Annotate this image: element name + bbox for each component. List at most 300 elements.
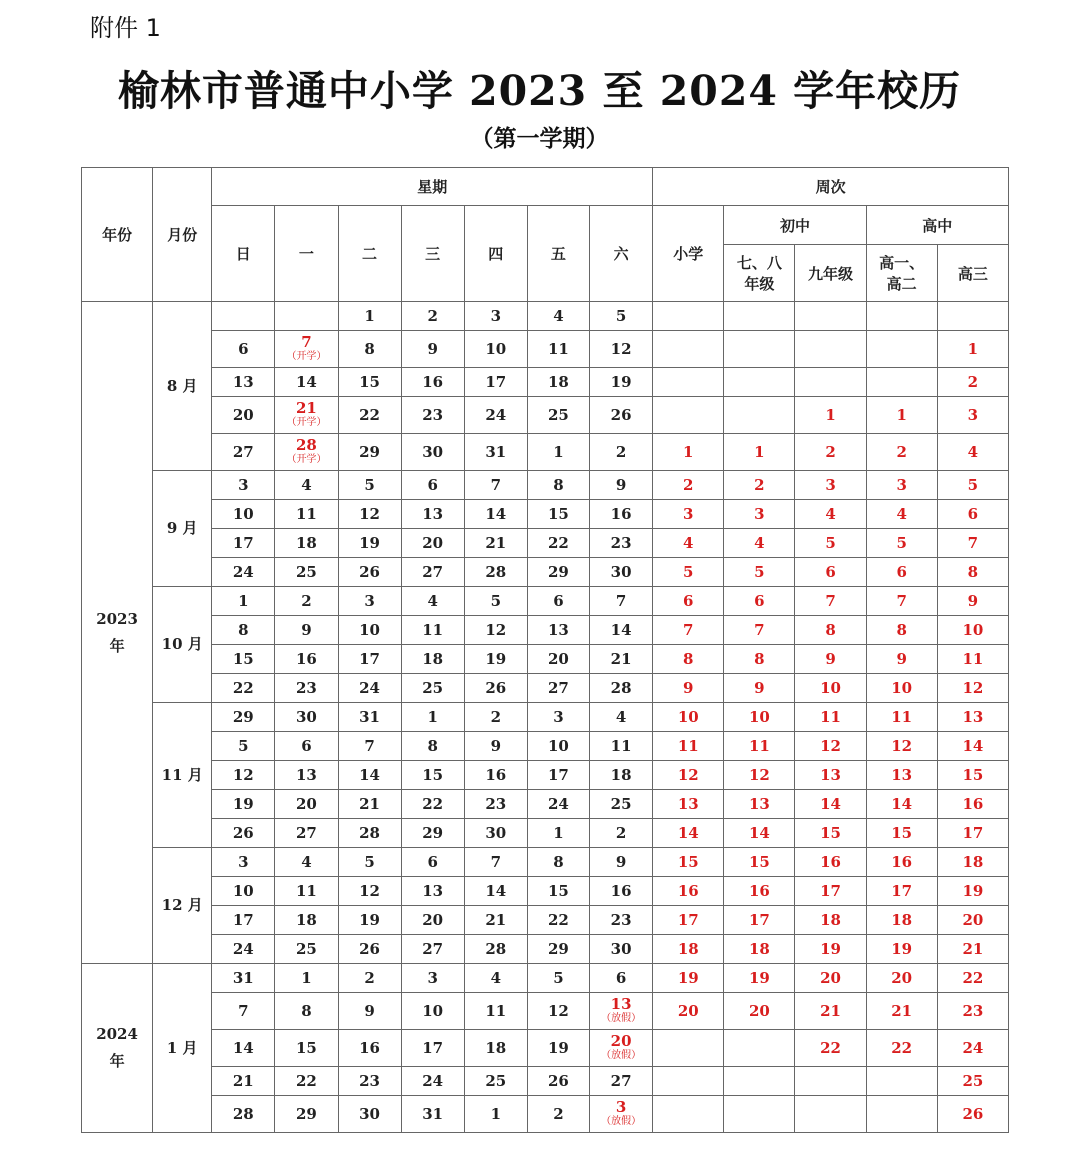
day-cell-wed: 11	[401, 616, 464, 645]
day-cell-wed: 13	[401, 877, 464, 906]
calendar-body	[82, 302, 1009, 1133]
day-cell-wed: 27	[401, 558, 464, 587]
day-cell-tue: 16	[338, 1030, 401, 1067]
day-cell-wed: 22	[401, 790, 464, 819]
week-cell-primary: 9	[653, 674, 724, 703]
day-number: 3	[615, 1098, 627, 1116]
day-cell-fri: 13	[527, 616, 589, 645]
day-cell-wed: 9	[401, 331, 464, 368]
day-cell-wed: 23	[401, 397, 464, 434]
week-cell-grade-12: 16	[937, 790, 1008, 819]
day-cell-sat: 30	[590, 935, 653, 964]
week-cell-grade-12: 9	[937, 587, 1008, 616]
table-row	[82, 732, 1009, 761]
junior-header: 初中	[724, 206, 866, 245]
week-cell-grade-9: 17	[795, 877, 866, 906]
day-cell-mon: 14	[275, 368, 338, 397]
day-cell-sun: 24	[212, 935, 275, 964]
day-cell-mon: 13	[275, 761, 338, 790]
month-header: 月份	[153, 168, 212, 302]
day-note: （放假）	[601, 1050, 642, 1061]
day-cell-wed: 8	[401, 732, 464, 761]
month-cell: 10 月	[153, 587, 212, 703]
week-cell-primary: 20	[653, 993, 724, 1030]
day-cell-fri: 1	[527, 434, 589, 471]
day-cell-thu: 21	[464, 906, 527, 935]
day-cell-tue: 7	[338, 732, 401, 761]
day-cell-fri: 22	[527, 529, 589, 558]
week-cell-grade-7-8: 14	[724, 819, 795, 848]
day-cell-mon: 18	[275, 529, 338, 558]
week-cell-grade-12: 19	[937, 877, 1008, 906]
day-cell-fri: 12	[527, 993, 589, 1030]
week-cell-grade-9: 8	[795, 616, 866, 645]
week-cell-grade-7-8: 16	[724, 877, 795, 906]
day-number: 7	[301, 333, 312, 351]
day-number: 13	[610, 995, 632, 1013]
table-row	[82, 877, 1009, 906]
week-cell-primary	[653, 331, 724, 368]
week-cell-primary: 2	[653, 471, 724, 500]
day-cell-mon: 2	[275, 587, 338, 616]
week-cell-grade-12: 12	[937, 674, 1008, 703]
day-cell-tue: 19	[338, 906, 401, 935]
week-cell-grade-12: 10	[937, 616, 1008, 645]
table-row	[82, 587, 1009, 616]
week-cell-grade-7-8: 17	[724, 906, 795, 935]
day-cell-sun: 27	[212, 434, 275, 471]
day-cell-wed: 29	[401, 819, 464, 848]
day-cell-thu: 14	[464, 877, 527, 906]
day-cell-sat: 4	[590, 703, 653, 732]
day-cell-sun: 20	[212, 397, 275, 434]
week-cell-primary: 12	[653, 761, 724, 790]
day-cell-sun: 12	[212, 761, 275, 790]
day-cell-fri: 26	[527, 1067, 589, 1096]
week-cell-grade-9: 14	[795, 790, 866, 819]
day-cell-tue: 2	[338, 964, 401, 993]
week-cell-primary	[653, 368, 724, 397]
week-cell-grade-10-11	[866, 1096, 937, 1133]
day-cell-sun: 31	[212, 964, 275, 993]
week-cell-grade-7-8	[724, 1067, 795, 1096]
week-cell-grade-9: 6	[795, 558, 866, 587]
day-cell-tue: 22	[338, 397, 401, 434]
day-cell-wed: 24	[401, 1067, 464, 1096]
day-cell-sat: 27	[590, 1067, 653, 1096]
week-cell-grade-10-11: 17	[866, 877, 937, 906]
week-cell-grade-7-8: 3	[724, 500, 795, 529]
day-note: （开学）	[286, 454, 327, 465]
day-cell-thu: 5	[464, 587, 527, 616]
day-cell-tue: 21	[338, 790, 401, 819]
week-cell-grade-9	[795, 331, 866, 368]
week-cell-grade-9: 20	[795, 964, 866, 993]
week-cell-grade-9	[795, 368, 866, 397]
day-cell-sat: 23	[590, 529, 653, 558]
day-cell-mon: 20	[275, 790, 338, 819]
day-cell-sun: 28	[212, 1096, 275, 1133]
week-cell-grade-12: 13	[937, 703, 1008, 732]
day-cell-thu: 1	[464, 1096, 527, 1133]
day-cell-sat: 30	[590, 558, 653, 587]
day-cell-fri: 15	[527, 500, 589, 529]
day-cell-sun	[212, 302, 275, 331]
day-cell-fri: 4	[527, 302, 589, 331]
week-cell-grade-10-11: 20	[866, 964, 937, 993]
day-cell-sat: 23	[590, 906, 653, 935]
table-row	[82, 819, 1009, 848]
year-cell: 2023 年	[82, 302, 153, 964]
weekday-header-thu: 四	[464, 206, 527, 302]
week-cell-grade-9: 15	[795, 819, 866, 848]
day-cell-fri: 19	[527, 1030, 589, 1067]
grade-9-header: 九年级	[795, 245, 866, 302]
day-cell-tue: 5	[338, 471, 401, 500]
table-row	[82, 848, 1009, 877]
day-cell-mon: 29	[275, 1096, 338, 1133]
day-note: （开学）	[286, 351, 327, 362]
week-cell-primary: 17	[653, 906, 724, 935]
day-cell-sun: 3	[212, 848, 275, 877]
week-cell-grade-12: 4	[937, 434, 1008, 471]
week-cell-primary: 14	[653, 819, 724, 848]
table-row	[82, 964, 1009, 993]
day-cell-sun: 15	[212, 645, 275, 674]
day-cell-tue: 14	[338, 761, 401, 790]
week-cell-grade-10-11	[866, 302, 937, 331]
day-cell-tue: 23	[338, 1067, 401, 1096]
week-cell-grade-10-11: 10	[866, 674, 937, 703]
day-cell-sun: 7	[212, 993, 275, 1030]
day-cell-tue: 1	[338, 302, 401, 331]
weekday-header-sun: 日	[212, 206, 275, 302]
week-cell-grade-10-11: 4	[866, 500, 937, 529]
week-cell-grade-7-8: 6	[724, 587, 795, 616]
week-cell-primary: 8	[653, 645, 724, 674]
week-cell-grade-7-8: 12	[724, 761, 795, 790]
week-cell-grade-9: 19	[795, 935, 866, 964]
week-cell-grade-7-8	[724, 368, 795, 397]
day-cell-sun: 24	[212, 558, 275, 587]
week-cell-grade-12: 20	[937, 906, 1008, 935]
day-cell-sat: 16	[590, 500, 653, 529]
day-cell-sun: 26	[212, 819, 275, 848]
day-note: （开学）	[286, 417, 327, 428]
week-cell-grade-9: 21	[795, 993, 866, 1030]
table-row	[82, 331, 1009, 368]
table-row	[82, 761, 1009, 790]
week-cell-grade-10-11: 6	[866, 558, 937, 587]
week-cell-primary: 3	[653, 500, 724, 529]
day-cell-tue: 9	[338, 993, 401, 1030]
day-cell-tue: 17	[338, 645, 401, 674]
page-title: 榆林市普通中小学 2023 至 2024 学年校历	[117, 67, 962, 115]
week-cell-grade-12: 7	[937, 529, 1008, 558]
school-calendar-table	[81, 167, 1009, 1133]
day-cell-wed: 16	[401, 368, 464, 397]
week-cell-grade-9: 11	[795, 703, 866, 732]
day-cell-sat: 26	[590, 397, 653, 434]
day-cell-thu: 11	[464, 993, 527, 1030]
day-cell-fri: 5	[527, 964, 589, 993]
day-cell-mon: 25	[275, 935, 338, 964]
day-cell-fri: 22	[527, 906, 589, 935]
day-cell-mon: 4	[275, 471, 338, 500]
day-cell-wed: 4	[401, 587, 464, 616]
day-cell-tue: 24	[338, 674, 401, 703]
week-cell-grade-12: 15	[937, 761, 1008, 790]
week-cell-grade-9	[795, 1067, 866, 1096]
week-cell-grade-10-11: 14	[866, 790, 937, 819]
week-cell-grade-12	[937, 302, 1008, 331]
day-cell-mon: 27	[275, 819, 338, 848]
day-cell-wed: 20	[401, 529, 464, 558]
day-cell-mon: 1	[275, 964, 338, 993]
day-cell-sat: 21	[590, 645, 653, 674]
day-cell-mon: 18	[275, 906, 338, 935]
day-number: 28	[296, 436, 317, 454]
day-number: 20	[610, 1032, 632, 1050]
day-cell-sat: 7	[590, 587, 653, 616]
day-cell-sat: 18	[590, 761, 653, 790]
day-cell-mon: 15	[275, 1030, 338, 1067]
week-cell-primary	[653, 1030, 724, 1067]
day-cell-sun: 22	[212, 674, 275, 703]
week-cell-grade-12: 21	[937, 935, 1008, 964]
table-row	[82, 790, 1009, 819]
table-row	[82, 645, 1009, 674]
day-cell-mon: 23	[275, 674, 338, 703]
week-cell-grade-10-11: 15	[866, 819, 937, 848]
month-cell: 8 月	[153, 302, 212, 471]
weekday-group-header: 星期	[212, 168, 653, 206]
table-row	[82, 1030, 1009, 1067]
week-cell-grade-12: 1	[937, 331, 1008, 368]
week-cell-grade-10-11: 22	[866, 1030, 937, 1067]
grade-12-header: 高三	[937, 245, 1008, 302]
week-cell-grade-10-11: 12	[866, 732, 937, 761]
day-cell-tue: 26	[338, 558, 401, 587]
table-row	[82, 368, 1009, 397]
week-cell-grade-12: 26	[937, 1096, 1008, 1133]
year-cell: 2024 年	[82, 964, 153, 1133]
day-cell-thu: 24	[464, 397, 527, 434]
year-header: 年份	[82, 168, 153, 302]
week-cell-grade-7-8: 1	[724, 434, 795, 471]
table-row	[82, 906, 1009, 935]
day-cell-sun: 8	[212, 616, 275, 645]
week-cell-primary: 1	[653, 434, 724, 471]
week-cell-grade-12: 17	[937, 819, 1008, 848]
week-cell-grade-12: 8	[937, 558, 1008, 587]
day-cell-wed: 30	[401, 434, 464, 471]
week-cell-grade-7-8: 9	[724, 674, 795, 703]
day-cell-sat: 28	[590, 674, 653, 703]
day-cell-sun: 21	[212, 1067, 275, 1096]
day-cell-sun: 1	[212, 587, 275, 616]
week-cell-grade-12: 25	[937, 1067, 1008, 1096]
day-cell-fri: 24	[527, 790, 589, 819]
week-cell-grade-10-11	[866, 368, 937, 397]
grade-10-11-header: 高一、 高二	[866, 245, 937, 302]
week-cell-grade-10-11: 21	[866, 993, 937, 1030]
day-cell-sun: 3	[212, 471, 275, 500]
day-cell-fri: 3	[527, 703, 589, 732]
day-cell-fri: 17	[527, 761, 589, 790]
table-row	[82, 1096, 1009, 1133]
week-cell-grade-9: 3	[795, 471, 866, 500]
day-cell-sat: 2	[590, 434, 653, 471]
day-cell-tue: 5	[338, 848, 401, 877]
day-cell-tue: 10	[338, 616, 401, 645]
primary-header: 小学	[653, 206, 724, 302]
day-cell-wed: 13	[401, 500, 464, 529]
day-cell-thu: 30	[464, 819, 527, 848]
day-cell-sat	[590, 993, 653, 1030]
week-cell-grade-9: 2	[795, 434, 866, 471]
week-cell-grade-9: 18	[795, 906, 866, 935]
week-cell-primary: 4	[653, 529, 724, 558]
day-cell-wed: 3	[401, 964, 464, 993]
day-cell-thu: 14	[464, 500, 527, 529]
week-cell-grade-12: 18	[937, 848, 1008, 877]
weekday-header-mon: 一	[275, 206, 338, 302]
month-cell: 9 月	[153, 471, 212, 587]
week-cell-primary	[653, 302, 724, 331]
day-cell-wed: 6	[401, 848, 464, 877]
day-cell-tue: 15	[338, 368, 401, 397]
day-cell-mon	[275, 302, 338, 331]
week-cell-grade-10-11: 11	[866, 703, 937, 732]
day-cell-sat: 19	[590, 368, 653, 397]
day-cell-sat	[590, 1030, 653, 1067]
day-cell-mon: 25	[275, 558, 338, 587]
weekday-header-sat: 六	[590, 206, 653, 302]
day-cell-wed: 2	[401, 302, 464, 331]
table-row	[82, 993, 1009, 1030]
week-cell-primary: 6	[653, 587, 724, 616]
table-row	[82, 558, 1009, 587]
day-cell-fri: 10	[527, 732, 589, 761]
day-cell-fri: 29	[527, 935, 589, 964]
week-cell-grade-9: 16	[795, 848, 866, 877]
week-cell-primary	[653, 397, 724, 434]
day-cell-thu: 7	[464, 471, 527, 500]
day-cell-thu: 16	[464, 761, 527, 790]
week-cell-grade-10-11	[866, 1067, 937, 1096]
day-cell-sun: 17	[212, 906, 275, 935]
day-cell-thu: 4	[464, 964, 527, 993]
day-cell-sat: 2	[590, 819, 653, 848]
table-row	[82, 674, 1009, 703]
day-cell-sun: 14	[212, 1030, 275, 1067]
week-cell-grade-9: 13	[795, 761, 866, 790]
week-cell-grade-7-8: 7	[724, 616, 795, 645]
day-cell-thu: 3	[464, 302, 527, 331]
day-cell-thu: 10	[464, 331, 527, 368]
table-row	[82, 529, 1009, 558]
day-cell-mon: 9	[275, 616, 338, 645]
day-cell-fri: 6	[527, 587, 589, 616]
day-cell-mon	[275, 397, 338, 434]
month-cell: 1 月	[153, 964, 212, 1133]
day-cell-mon: 4	[275, 848, 338, 877]
day-cell-thu: 7	[464, 848, 527, 877]
day-cell-tue: 19	[338, 529, 401, 558]
day-cell-mon: 11	[275, 877, 338, 906]
day-cell-tue: 26	[338, 935, 401, 964]
week-cell-grade-12: 14	[937, 732, 1008, 761]
week-cell-grade-10-11: 5	[866, 529, 937, 558]
day-cell-wed: 10	[401, 993, 464, 1030]
table-row	[82, 935, 1009, 964]
day-cell-fri: 25	[527, 397, 589, 434]
day-cell-mon: 8	[275, 993, 338, 1030]
day-cell-mon: 16	[275, 645, 338, 674]
week-cell-grade-12: 2	[937, 368, 1008, 397]
week-cell-grade-10-11: 19	[866, 935, 937, 964]
day-cell-sat: 16	[590, 877, 653, 906]
day-cell-sat	[590, 1096, 653, 1133]
week-cell-grade-7-8: 5	[724, 558, 795, 587]
day-cell-fri: 8	[527, 471, 589, 500]
day-cell-sat: 6	[590, 964, 653, 993]
day-cell-thu: 26	[464, 674, 527, 703]
day-cell-sun: 10	[212, 877, 275, 906]
week-cell-grade-12: 23	[937, 993, 1008, 1030]
week-cell-grade-7-8: 13	[724, 790, 795, 819]
day-cell-tue: 12	[338, 500, 401, 529]
week-cell-primary	[653, 1096, 724, 1133]
day-cell-sun: 13	[212, 368, 275, 397]
day-cell-fri: 27	[527, 674, 589, 703]
senior-header: 高中	[866, 206, 1008, 245]
day-cell-mon: 22	[275, 1067, 338, 1096]
week-cell-primary: 19	[653, 964, 724, 993]
week-cell-grade-10-11: 16	[866, 848, 937, 877]
week-cell-grade-7-8: 8	[724, 645, 795, 674]
week-cell-grade-9	[795, 1096, 866, 1133]
day-note: （放假）	[601, 1013, 642, 1024]
day-cell-tue: 30	[338, 1096, 401, 1133]
day-cell-sun: 17	[212, 529, 275, 558]
day-cell-tue: 31	[338, 703, 401, 732]
day-number: 21	[296, 399, 317, 417]
week-cell-grade-7-8: 15	[724, 848, 795, 877]
week-cell-primary: 11	[653, 732, 724, 761]
day-cell-sun: 6	[212, 331, 275, 368]
day-cell-thu: 12	[464, 616, 527, 645]
day-cell-thu: 31	[464, 434, 527, 471]
week-cell-grade-7-8	[724, 1030, 795, 1067]
week-cell-grade-9: 7	[795, 587, 866, 616]
day-cell-thu: 23	[464, 790, 527, 819]
week-cell-grade-7-8: 20	[724, 993, 795, 1030]
week-cell-grade-12: 24	[937, 1030, 1008, 1067]
week-cell-grade-10-11: 3	[866, 471, 937, 500]
day-cell-tue: 28	[338, 819, 401, 848]
day-cell-thu: 17	[464, 368, 527, 397]
week-group-header: 周次	[653, 168, 1009, 206]
day-cell-thu: 25	[464, 1067, 527, 1096]
day-cell-wed: 17	[401, 1030, 464, 1067]
month-cell: 11 月	[153, 703, 212, 848]
day-cell-mon	[275, 434, 338, 471]
day-cell-wed: 18	[401, 645, 464, 674]
week-cell-primary: 15	[653, 848, 724, 877]
day-cell-fri: 1	[527, 819, 589, 848]
